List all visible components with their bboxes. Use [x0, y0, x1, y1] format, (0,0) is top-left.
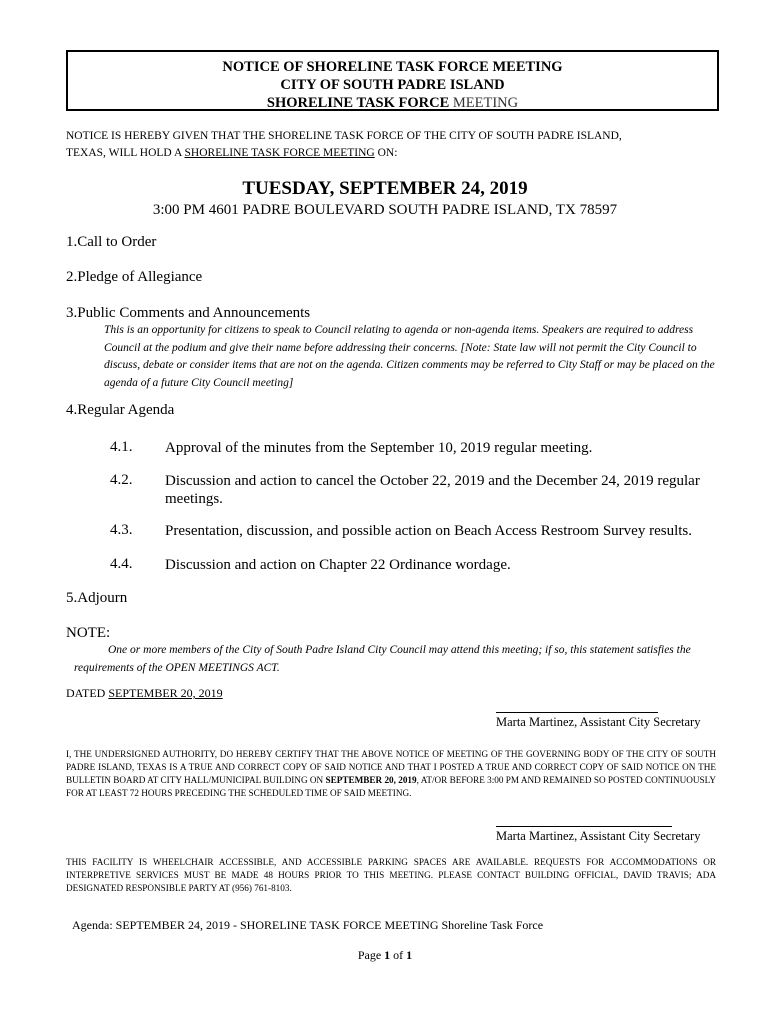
sub-item-text: Discussion and action on Chapter 22 Ordinance wordage.	[165, 557, 511, 573]
note-label: NOTE:	[66, 625, 111, 641]
header-line-3-muted: MEETING	[452, 95, 519, 111]
page-of: of	[390, 948, 407, 962]
notice-line-2-end: ON:	[374, 147, 398, 159]
notice-line-1: NOTICE IS HEREBY GIVEN THAT THE SHORELINE TASK FORCE OF THE CITY OF SOUTH PADRE ISLAND,	[66, 130, 622, 142]
header-line-2: CITY OF SOUTH PADRE ISLAND	[280, 77, 505, 93]
dated-line	[66, 685, 223, 702]
signature-name: Marta Martinez, Assistant City Secretary	[496, 829, 701, 843]
notice-paragraph	[66, 128, 726, 162]
agenda-item-5: 5.Adjourn	[66, 590, 128, 606]
note-text: One or more members of the City of South Padre Island City Council may attend this meeting; if so, this statement satisfies the requirements of the OPEN MEETINGS ACT.	[74, 644, 691, 674]
certification-text	[66, 748, 716, 800]
certification-date: SEPTEMBER 20, 2019	[325, 775, 417, 785]
header-line-1: NOTICE OF SHORELINE TASK FORCE MEETING	[222, 59, 563, 75]
page-number	[0, 948, 770, 963]
header-line-3	[68, 94, 717, 112]
agenda-item-2: 2.Pledge of Allegiance	[66, 269, 203, 285]
agenda-item-4: 4.Regular Agenda	[66, 402, 175, 418]
signature-name: Marta Martinez, Assistant City Secretary	[496, 715, 701, 729]
sub-item-number: 4.3.	[110, 522, 133, 538]
notice-line-2	[66, 145, 726, 162]
page-current: 1	[384, 948, 391, 962]
public-comments-note: This is an opportunity for citizens to speak to Council relating to agenda or non-agenda items. Speakers are required to address Council at the podium and give their name before addressing their concerns. [Note: State law will not permit the City Council to discuss, debate or consider items that are not on the agenda. Citizen comments may be referred to City Staff or may be placed on the agenda of a future City Council meeting]	[104, 324, 715, 389]
agenda-item-1: 1.Call to Order	[66, 234, 157, 250]
footer-agenda: Agenda: SEPTEMBER 24, 2019 - SHORELINE TASK FORCE MEETING Shoreline Task Force	[72, 918, 544, 932]
header-line-3-bold: SHORELINE TASK FORCE	[266, 95, 450, 111]
dated-date: SEPTEMBER 20, 2019	[108, 686, 223, 700]
notice-header	[66, 50, 719, 111]
sub-item-number: 4.1.	[110, 439, 133, 455]
sub-item-text: Discussion and action to cancel the October 22, 2019 and the December 24, 2019 regular meetings.	[165, 473, 700, 507]
dated-prefix: DATED	[66, 686, 109, 700]
notice-line-2-start: TEXAS, WILL HOLD A	[66, 147, 185, 159]
sub-item-text: Presentation, discussion, and possible action on Beach Access Restroom Survey results.	[165, 523, 692, 539]
page-total: 1	[406, 948, 413, 962]
sub-item-text: Approval of the minutes from the September 10, 2019 regular meeting.	[165, 440, 593, 456]
accessibility-text: THIS FACILITY IS WHEELCHAIR ACCESSIBLE, AND ACCESSIBLE PARKING SPACES ARE AVAILABLE. REQUESTS FOR ACCOMMODATIONS OR INTERPRETIVE SERVICES MUST BE MADE 48 HOURS PRIOR TO THIS MEETING. PLEASE CONTACT BUILDING OFFICIAL, DAVID TRAVIS; ADA DESIGNATED RESPONSIBLE PARTY AT (956) 761-8103.	[66, 857, 716, 893]
certification-part-1: I, THE UNDERSIGNED AUTHORITY, DO HEREBY CERTIFY THAT THE ABOVE NOTICE OF MEETING OF THE GOVERNING BODY OF THE CITY OF SOUTH PADRE ISLAND, TEXAS IS A TRUE AND CORRECT COPY OF SAID NOTICE AND THAT I POSTED A TRUE AND CORRECT COPY OF SAID NOTICE ON THE BULLETIN BOARD AT CITY HALL/MUNICIPAL BUILDING ON	[66, 749, 716, 785]
notice-line-2-underlined: SHORELINE TASK FORCE MEETING	[184, 147, 375, 159]
signature-line	[496, 826, 672, 827]
agenda-item-3: 3.Public Comments and Announcements	[66, 305, 311, 321]
meeting-time-place: 3:00 PM 4601 PADRE BOULEVARD SOUTH PADRE ISLAND, TX 78597	[152, 202, 618, 218]
certification-part-2: , AT/OR BEFORE 3:00 PM AND REMAINED SO POSTED CONTINUOUSLY FOR AT LEAST 72 HOURS PRECEDING THE SCHEDULED TIME OF SAID MEETING.	[66, 775, 716, 798]
page-prefix: Page	[357, 948, 385, 962]
sub-item-number: 4.2.	[110, 472, 133, 488]
sub-item-number: 4.4.	[110, 556, 133, 572]
signature-line	[496, 712, 658, 713]
meeting-date: TUESDAY, SEPTEMBER 24, 2019	[242, 178, 528, 199]
